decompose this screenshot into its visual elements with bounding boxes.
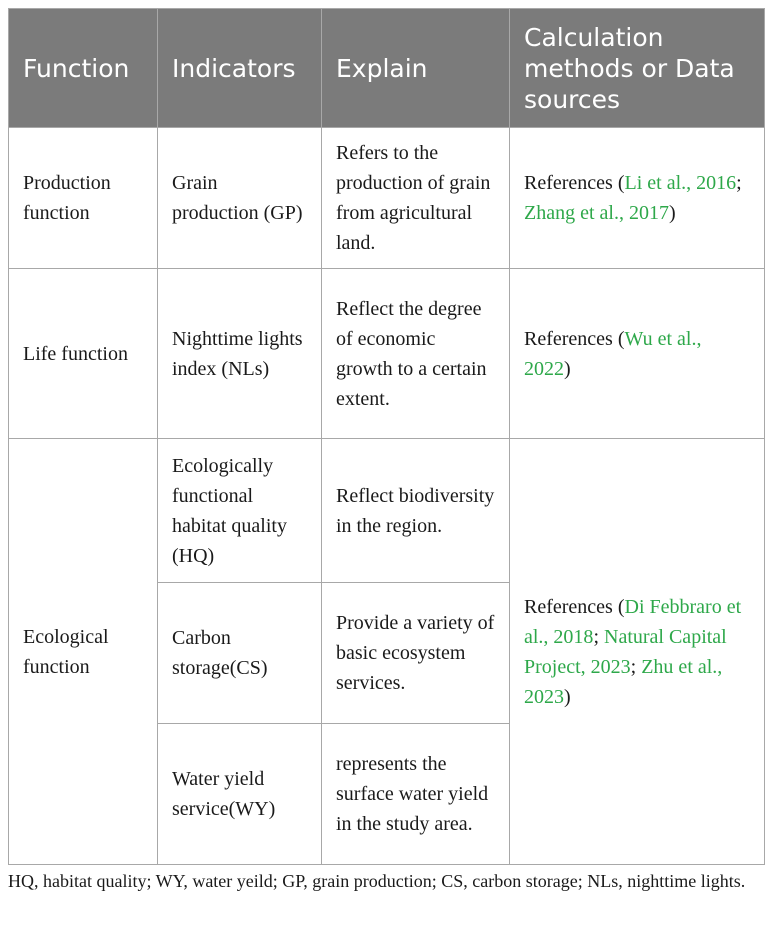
reference-link[interactable]: Li et al., 2016: [624, 172, 737, 194]
source-suffix: ): [668, 202, 676, 224]
explain-cell: Reflect biodiversity in the region.: [322, 439, 510, 583]
reference-link[interactable]: Zhu et al., 2023: [524, 655, 723, 708]
explain-cell: represents the surface water yield in the study area.: [322, 724, 510, 865]
indicator-table-container: [8, 8, 764, 865]
table-row: [9, 128, 765, 269]
function-cell: Production function: [9, 128, 158, 269]
header-explain: Explain: [322, 9, 510, 128]
explain-cell: Refers to the production of grain from agricultural land.: [322, 128, 510, 269]
function-cell: Life function: [9, 269, 158, 439]
reference-link[interactable]: Wu et al., 2022: [524, 327, 702, 380]
source-separator: ;: [593, 625, 604, 648]
source-prefix: References (: [524, 595, 625, 618]
indicator-cell: Water yield service(WY): [158, 724, 322, 865]
function-cell: Ecological function: [9, 439, 158, 865]
indicator-cell: Carbon storage(CS): [158, 583, 322, 724]
source-suffix: ): [564, 685, 571, 708]
source-cell: [510, 439, 765, 865]
table-row: [9, 269, 765, 439]
source-prefix: References (: [524, 172, 625, 194]
indicator-cell: Grain production (GP): [158, 128, 322, 269]
source-prefix: References (: [524, 327, 625, 350]
table-row: [9, 439, 765, 583]
header-indicators: Indicators: [158, 9, 322, 128]
reference-link[interactable]: Natural Capital Project, 2023: [524, 625, 727, 678]
source-cell: [510, 128, 765, 269]
source-suffix: ): [564, 357, 571, 380]
table-header-row: [9, 9, 765, 128]
indicator-cell: Nighttime lights index (NLs): [158, 269, 322, 439]
indicator-cell: Ecologically functional habitat quality (HQ): [158, 439, 322, 583]
explain-cell: Provide a variety of basic ecosystem services.: [322, 583, 510, 724]
indicator-table: [8, 8, 765, 865]
table-footnote: HQ, habitat quality; WY, water yeild; GP, grain production; CS, carbon storage; NLs, nighttime lights.: [8, 871, 746, 891]
source-cell: [510, 269, 765, 439]
header-data-sources: Calculation methods or Data sources: [510, 9, 765, 128]
reference-link[interactable]: Di Febbraro et al., 2018: [524, 595, 742, 648]
source-separator: ;: [736, 172, 742, 194]
source-separator: ;: [630, 655, 642, 678]
reference-link[interactable]: Zhang et al., 2017: [524, 202, 669, 224]
header-function: Function: [9, 9, 158, 128]
explain-cell: Reflect the degree of economic growth to a certain extent.: [322, 269, 510, 439]
